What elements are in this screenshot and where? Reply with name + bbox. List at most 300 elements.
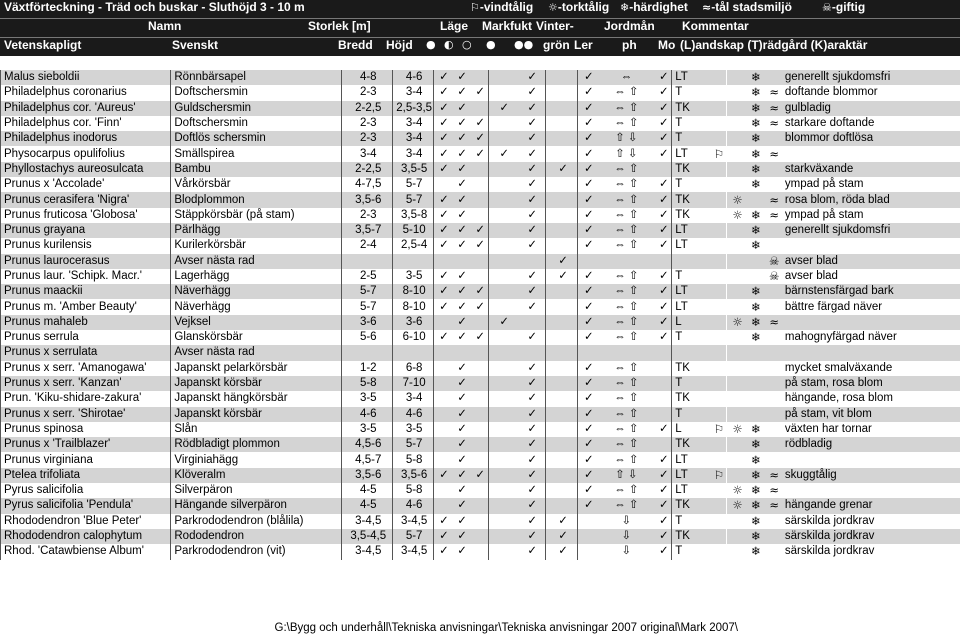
half-shade-cell: ✓ — [451, 131, 469, 146]
urban-symbol-cell — [764, 407, 782, 422]
category-cell — [672, 345, 709, 360]
moist-cell: ✓ — [517, 529, 546, 544]
height-cell: 8-10 — [392, 284, 433, 299]
clay-cell: ✓ — [578, 116, 596, 131]
comment-cell: särskilda jordkrav — [782, 529, 960, 544]
dry-cell — [488, 345, 517, 360]
shade-cell — [470, 376, 488, 391]
table-row — [1, 162, 960, 177]
width-cell: 2-2,5 — [341, 162, 392, 177]
urban-symbol-cell — [764, 345, 782, 360]
drought-symbol-cell — [727, 85, 745, 100]
scientific-name-cell: Prunus maackii — [1, 284, 171, 299]
wind-symbol-cell — [708, 299, 726, 314]
comment-cell: bärnstensfärgad bark — [782, 284, 960, 299]
urban-symbol-cell: ≈ — [764, 498, 782, 513]
drought-symbol-cell — [727, 544, 745, 559]
urban-symbol-cell: ≈ — [769, 146, 780, 161]
hardiness-symbol-cell: ❄ — [751, 421, 761, 436]
width-cell: 3-5 — [341, 422, 392, 437]
category-cell: TK — [672, 101, 709, 116]
urban-symbol-cell: ≈ — [764, 468, 782, 483]
half-shade-cell: ✓ — [457, 147, 467, 160]
comment-cell: doftande blommor — [784, 86, 878, 99]
category-cell: T — [672, 376, 709, 391]
evergreen-cell — [545, 116, 578, 131]
urban-symbol-cell — [764, 330, 782, 345]
width-cell: 2-3 — [341, 208, 392, 223]
height-cell: 3-4 — [392, 131, 433, 146]
width-cell: 4,5-6 — [341, 437, 392, 452]
dry-cell — [488, 284, 517, 299]
snowflake-icon: ❄ — [620, 1, 630, 14]
half-shade-cell: ✓ — [457, 331, 467, 344]
shade-cell — [470, 101, 488, 116]
category-cell: LT — [672, 468, 709, 483]
ph-cell: ⇔ ⇧ — [596, 162, 653, 177]
scientific-name-cell: Prunus laur. 'Schipk. Macr.' — [1, 269, 171, 284]
clay-cell: ✓ — [578, 315, 596, 330]
scientific-name-cell: Philadelphus cor. 'Aureus' — [1, 101, 171, 116]
scientific-name-cell: Rhododendron 'Blue Peter' — [1, 514, 171, 529]
ph-cell: ⇔ ⇧ — [596, 407, 653, 422]
hardiness-symbol-cell: ❄ — [751, 207, 761, 222]
dry-cell — [488, 254, 517, 269]
wind-symbol-cell — [708, 483, 726, 498]
evergreen-cell — [545, 208, 578, 223]
ph-cell: ⇔ ⇧ — [614, 422, 639, 435]
dry-cell — [488, 498, 517, 513]
hardiness-symbol-cell: ❄ — [751, 513, 761, 528]
table-row — [1, 361, 960, 376]
urban-symbol-cell — [764, 514, 782, 529]
hardiness-symbol-cell: ❄ — [751, 452, 761, 467]
table-row — [1, 391, 960, 406]
category-cell: LT — [672, 284, 709, 299]
legend-urban: ≈-tål stadsmiljö — [702, 0, 792, 14]
legend-drought: ☼-torktålig — [548, 0, 610, 14]
wind-symbol-cell — [708, 223, 726, 238]
dry-cell: ✓ — [488, 315, 517, 330]
evergreen-cell: ✓ — [545, 269, 578, 284]
table-row — [1, 498, 960, 513]
mo-cell: ✓ — [653, 468, 671, 483]
drought-symbol-cell — [727, 223, 745, 238]
table-row — [1, 468, 960, 483]
urban-symbol-cell: ≈ — [764, 192, 782, 207]
sun-cell: ✓ — [433, 284, 451, 299]
comment-cell: rödbladig — [782, 437, 960, 452]
category-cell: TK — [672, 361, 709, 376]
hardiness-symbol-cell: ❄ — [745, 223, 763, 238]
moist-cell: ✓ — [527, 208, 538, 221]
swedish-name-cell: Klöveralm — [171, 468, 341, 483]
shade-cell — [470, 361, 488, 376]
half-shade-cell: ✓ — [451, 407, 469, 422]
clay-cell: ✓ — [578, 376, 596, 391]
drought-symbol-cell — [727, 376, 745, 391]
swedish-name-cell: Japanskt körsbär — [171, 407, 341, 422]
table-row — [1, 544, 960, 559]
drought-symbol-cell — [727, 284, 745, 299]
clay-cell: ✓ — [578, 238, 596, 253]
height-cell: 3-4 — [392, 116, 433, 131]
evergreen-cell — [545, 452, 578, 467]
clay-cell: ✓ — [578, 131, 596, 146]
clay-cell: ✓ — [578, 85, 596, 100]
shade-cell: ✓ — [470, 284, 488, 299]
wind-symbol-cell: ⚐ — [708, 468, 726, 483]
half-shade-cell: ✓ — [457, 178, 467, 191]
evergreen-cell — [545, 146, 578, 161]
col-ph: ph — [622, 38, 637, 52]
urban-symbol-cell: ≈ — [769, 483, 780, 498]
moist-cell — [517, 315, 546, 330]
mo-cell: ✓ — [658, 86, 669, 99]
urban-symbol-cell — [764, 391, 782, 406]
moist-cell: ✓ — [527, 270, 538, 282]
scientific-name-cell: Malus sieboldii — [1, 70, 171, 85]
wind-symbol-cell — [708, 208, 726, 223]
file-path-footer: G:\Bygg och underhåll\Tekniska anvisningar\Tekniska anvisningar 2007 original\Mark 2007\ — [274, 622, 738, 634]
drought-symbol-cell — [727, 529, 745, 544]
col-gron: grön — [543, 38, 570, 52]
comment-cell: särskilda jordkrav — [784, 545, 875, 558]
category-cell: TK — [672, 192, 709, 207]
sun-cell: ✓ — [433, 269, 451, 284]
table-row — [1, 422, 960, 437]
mo-cell: ✓ — [653, 192, 671, 207]
wind-symbol-cell — [708, 437, 726, 452]
sun-cell — [433, 498, 451, 513]
scientific-name-cell: Rhod. 'Catawbiense Album' — [1, 544, 171, 559]
swedish-name-cell: Pärlhägg — [171, 223, 341, 238]
col-group-jordman: Jordmån — [604, 19, 655, 33]
evergreen-cell — [545, 101, 578, 116]
moist-cell: ✓ — [517, 407, 546, 422]
shade-cell: ✓ — [475, 117, 486, 130]
table-row — [1, 177, 960, 192]
dry-cell — [488, 238, 517, 253]
drought-symbol-cell: ☼ — [727, 498, 745, 513]
dry-cell — [488, 529, 517, 544]
swedish-name-cell: Vårkörsbär — [171, 177, 341, 192]
drought-symbol-cell: ☼ — [732, 207, 743, 222]
evergreen-cell: ✓ — [545, 514, 578, 529]
drought-symbol-cell — [727, 514, 745, 529]
drought-symbol-cell: ☼ — [732, 483, 743, 498]
urban-symbol-cell — [764, 437, 782, 452]
dry-cell — [488, 483, 517, 498]
shade-cell — [470, 422, 488, 437]
sun-cell — [433, 483, 451, 498]
shade-cell — [470, 192, 488, 207]
comment-cell: särskilda jordkrav — [784, 514, 875, 527]
scientific-name-cell: Prunus x 'Trailblazer' — [1, 437, 171, 452]
shade-cell: ✓ — [475, 300, 486, 313]
evergreen-cell — [545, 498, 578, 513]
half-shade-cell: ✓ — [451, 101, 469, 116]
wind-symbol-cell — [708, 238, 726, 253]
urban-symbol-cell — [764, 162, 782, 177]
half-shade-cell: ✓ — [457, 453, 467, 466]
swedish-name-cell: Doftschersmin — [171, 116, 341, 131]
comment-cell: bättre färgad näver — [784, 300, 883, 313]
dry-cell — [488, 361, 517, 376]
sun-cell: ✓ — [433, 208, 451, 223]
mo-cell: ✓ — [658, 270, 669, 282]
drought-symbol-cell — [727, 116, 745, 131]
swedish-name-cell: Rödbladigt plommon — [171, 437, 341, 452]
dry-cell — [488, 468, 517, 483]
half-shade-cell: ✓ — [451, 529, 469, 544]
sheet-title: Växtförteckning - Träd och buskar - Sluthöjd 3 - 10 m — [4, 0, 305, 14]
drought-symbol-cell: ☼ — [727, 192, 745, 207]
half-shade-cell: ✓ — [457, 270, 467, 282]
swedish-name-cell: Rönnbärsapel — [171, 70, 341, 85]
mo-cell: ✓ — [658, 484, 669, 497]
sun-cell: ✓ — [433, 238, 451, 253]
half-shade-cell: ✓ — [457, 514, 467, 527]
half-shade-cell: ✓ — [457, 392, 467, 405]
clay-cell: ✓ — [578, 391, 596, 406]
half-shade-cell: ✓ — [457, 239, 467, 252]
shade-cell — [470, 315, 488, 330]
drought-symbol-cell — [727, 330, 745, 345]
moist-cell: ✓ — [527, 178, 538, 191]
mo-cell: ✓ — [658, 453, 669, 466]
shade-cell — [470, 254, 488, 269]
clay-cell: ✓ — [578, 70, 596, 85]
title-bar — [0, 0, 960, 18]
swedish-name-cell: Glanskörsbär — [171, 330, 341, 345]
table-row — [1, 254, 960, 269]
two-drops-icon: ●● — [514, 38, 534, 51]
ph-cell: ⇔ ⇧ — [596, 437, 653, 452]
category-cell: LT — [672, 299, 709, 314]
comment-cell — [782, 483, 960, 498]
moist-cell: ✓ — [527, 422, 538, 435]
height-cell: 4-6 — [392, 407, 433, 422]
table-row — [1, 315, 960, 330]
width-cell: 5-8 — [341, 376, 392, 391]
half-shade-cell: ✓ — [451, 162, 469, 177]
moist-cell: ✓ — [527, 331, 538, 344]
table-row — [1, 376, 960, 391]
scientific-name-cell: Prunus x serr. 'Kanzan' — [1, 376, 171, 391]
ph-cell: ⇔ ⇧ — [596, 192, 653, 207]
table-row — [1, 437, 960, 452]
hardiness-symbol-cell: ❄ — [751, 330, 761, 345]
drought-symbol-cell — [727, 70, 745, 85]
col-svenskt: Svenskt — [172, 38, 219, 52]
half-shade-icon: ◐ — [444, 38, 454, 51]
dry-cell — [488, 116, 517, 131]
ph-cell: ⇧ ⇩ — [615, 147, 638, 160]
category-cell: L — [672, 422, 709, 437]
half-shade-cell: ✓ — [451, 284, 469, 299]
comment-cell: skuggtålig — [782, 468, 960, 483]
width-cell: 3,5-6 — [341, 192, 392, 207]
moist-cell: ✓ — [517, 162, 546, 177]
category-cell: T — [672, 116, 709, 131]
mo-cell: ✓ — [658, 331, 669, 344]
urban-symbol-cell — [764, 544, 782, 559]
sun-cell: ✓ — [433, 544, 451, 559]
sun-cell: ✓ — [433, 192, 451, 207]
flag-icon: ⚐ — [470, 1, 480, 14]
evergreen-cell: ✓ — [545, 162, 578, 177]
wind-symbol-cell — [708, 376, 726, 391]
urban-symbol-cell — [764, 284, 782, 299]
shade-cell — [470, 529, 488, 544]
moist-cell: ✓ — [527, 545, 538, 558]
ph-cell: ⇔ ⇧ — [614, 453, 639, 466]
comment-cell: mycket smalväxande — [784, 361, 893, 374]
ph-cell — [596, 345, 653, 360]
table-row — [1, 514, 960, 529]
clay-cell: ✓ — [578, 192, 596, 207]
category-cell: T — [672, 544, 709, 559]
height-cell: 3-4 — [392, 391, 433, 406]
width-cell: 2-3 — [341, 85, 392, 100]
shade-cell — [470, 70, 488, 85]
urban-symbol-cell: ≈ — [764, 101, 782, 116]
wind-symbol-cell — [708, 131, 726, 146]
col-group-storlek: Storlek [m] — [308, 19, 371, 33]
height-cell: 3,5-5 — [392, 162, 433, 177]
comment-cell: ympad på stam — [784, 178, 864, 191]
evergreen-cell — [545, 85, 578, 100]
mo-cell — [653, 437, 671, 452]
shade-cell — [470, 208, 488, 223]
mo-cell: ✓ — [653, 284, 671, 299]
half-shade-cell: ✓ — [457, 484, 467, 497]
swedish-name-cell: Doftschersmin — [171, 85, 341, 100]
urban-symbol-cell — [764, 529, 782, 544]
ph-cell: ⇔ ⇧ — [596, 376, 653, 391]
clay-cell: ✓ — [578, 162, 596, 177]
half-shade-cell: ✓ — [451, 437, 469, 452]
swedish-name-cell: Näverhägg — [171, 284, 341, 299]
ph-cell: ⇧ ⇩ — [596, 468, 653, 483]
scientific-name-cell: Prunus fruticosa 'Globosa' — [1, 208, 171, 223]
sun-cell: ✓ — [433, 131, 451, 146]
half-shade-cell: ✓ — [457, 86, 467, 99]
clay-cell: ✓ — [578, 468, 596, 483]
width-cell: 4-5 — [341, 498, 392, 513]
sun-cell — [433, 422, 451, 437]
moist-cell: ✓ — [517, 101, 546, 116]
moist-cell — [517, 254, 546, 269]
scientific-name-cell: Physocarpus opulifolius — [1, 146, 171, 161]
wind-symbol-cell — [708, 254, 726, 269]
table-row — [1, 116, 960, 131]
hardiness-symbol-cell: ❄ — [751, 544, 761, 559]
height-cell: 8-10 — [392, 299, 433, 314]
ph-cell: ⇧ ⇩ — [596, 131, 653, 146]
shade-icon: ○ — [462, 38, 472, 51]
scientific-name-cell: Prunus m. 'Amber Beauty' — [1, 299, 171, 314]
drop-icon: ● — [486, 38, 496, 51]
hardiness-symbol-cell — [745, 391, 763, 406]
sun-cell: ✓ — [433, 299, 451, 314]
swedish-name-cell: Silverpäron — [171, 483, 341, 498]
category-cell: L — [672, 315, 709, 330]
half-shade-cell: ✓ — [457, 545, 467, 558]
sun-cell: ✓ — [433, 223, 451, 238]
width-cell: 3-4,5 — [341, 544, 392, 559]
width-cell: 2-4 — [341, 238, 392, 253]
sun-cell: ✓ — [433, 162, 451, 177]
category-cell: T — [672, 407, 709, 422]
moist-cell: ✓ — [517, 223, 546, 238]
ph-cell: ⇔ ⇧ — [614, 178, 639, 191]
drought-symbol-cell — [727, 269, 745, 284]
mo-cell — [653, 162, 671, 177]
header-row-groups — [0, 18, 960, 37]
wind-symbol-cell — [708, 407, 726, 422]
category-cell: TK — [672, 529, 709, 544]
wind-symbol-cell: ⚐ — [713, 421, 725, 436]
swedish-name-cell: Virginiahägg — [171, 452, 341, 467]
shade-cell: ✓ — [470, 131, 488, 146]
scientific-name-cell: Ptelea trifoliata — [1, 468, 171, 483]
clay-cell: ✓ — [578, 483, 596, 498]
dry-cell — [488, 452, 517, 467]
table-row — [1, 192, 960, 207]
moist-cell: ✓ — [517, 498, 546, 513]
swedish-name-cell: Lagerhägg — [171, 269, 341, 284]
mo-cell: ✓ — [658, 422, 669, 435]
sun-cell: ✓ — [433, 116, 451, 131]
swedish-name-cell: Blodplommon — [171, 192, 341, 207]
table-row — [1, 101, 960, 116]
hardiness-symbol-cell: ❄ — [745, 284, 763, 299]
col-group-kommentar: Kommentar — [682, 19, 749, 33]
comment-cell: avser blad — [784, 270, 838, 282]
width-cell: 4-8 — [341, 70, 392, 85]
half-shade-cell: ✓ — [451, 315, 469, 330]
wind-symbol-cell — [708, 529, 726, 544]
scientific-name-cell: Philadelphus cor. 'Finn' — [1, 116, 171, 131]
drought-symbol-cell — [727, 146, 745, 161]
urban-symbol-cell: ☠ — [764, 254, 782, 269]
scientific-name-cell: Philadelphus inodorus — [1, 131, 171, 146]
category-cell: LT — [672, 223, 709, 238]
mo-cell — [653, 361, 671, 376]
dry-cell — [488, 192, 517, 207]
scientific-name-cell: Prunus x 'Accolade' — [1, 177, 171, 192]
urban-symbol-cell — [764, 361, 782, 376]
width-cell: 3,5-4,5 — [341, 529, 392, 544]
dry-cell — [488, 437, 517, 452]
height-cell: 3-5 — [392, 269, 433, 284]
width-cell: 4-7,5 — [341, 177, 392, 192]
mo-cell — [653, 345, 671, 360]
moist-cell: ✓ — [517, 468, 546, 483]
dry-cell — [488, 177, 517, 192]
evergreen-cell — [545, 177, 578, 192]
mo-cell: ✓ — [658, 117, 669, 130]
ph-cell: ⇔ ⇧ — [596, 498, 653, 513]
table-row — [1, 85, 960, 100]
shade-cell — [470, 177, 488, 192]
category-cell: TK — [672, 208, 709, 223]
sun-cell: ✓ — [433, 85, 451, 100]
swedish-name-cell: Japanskt pelarkörsbär — [171, 361, 341, 376]
shade-cell — [470, 391, 488, 406]
